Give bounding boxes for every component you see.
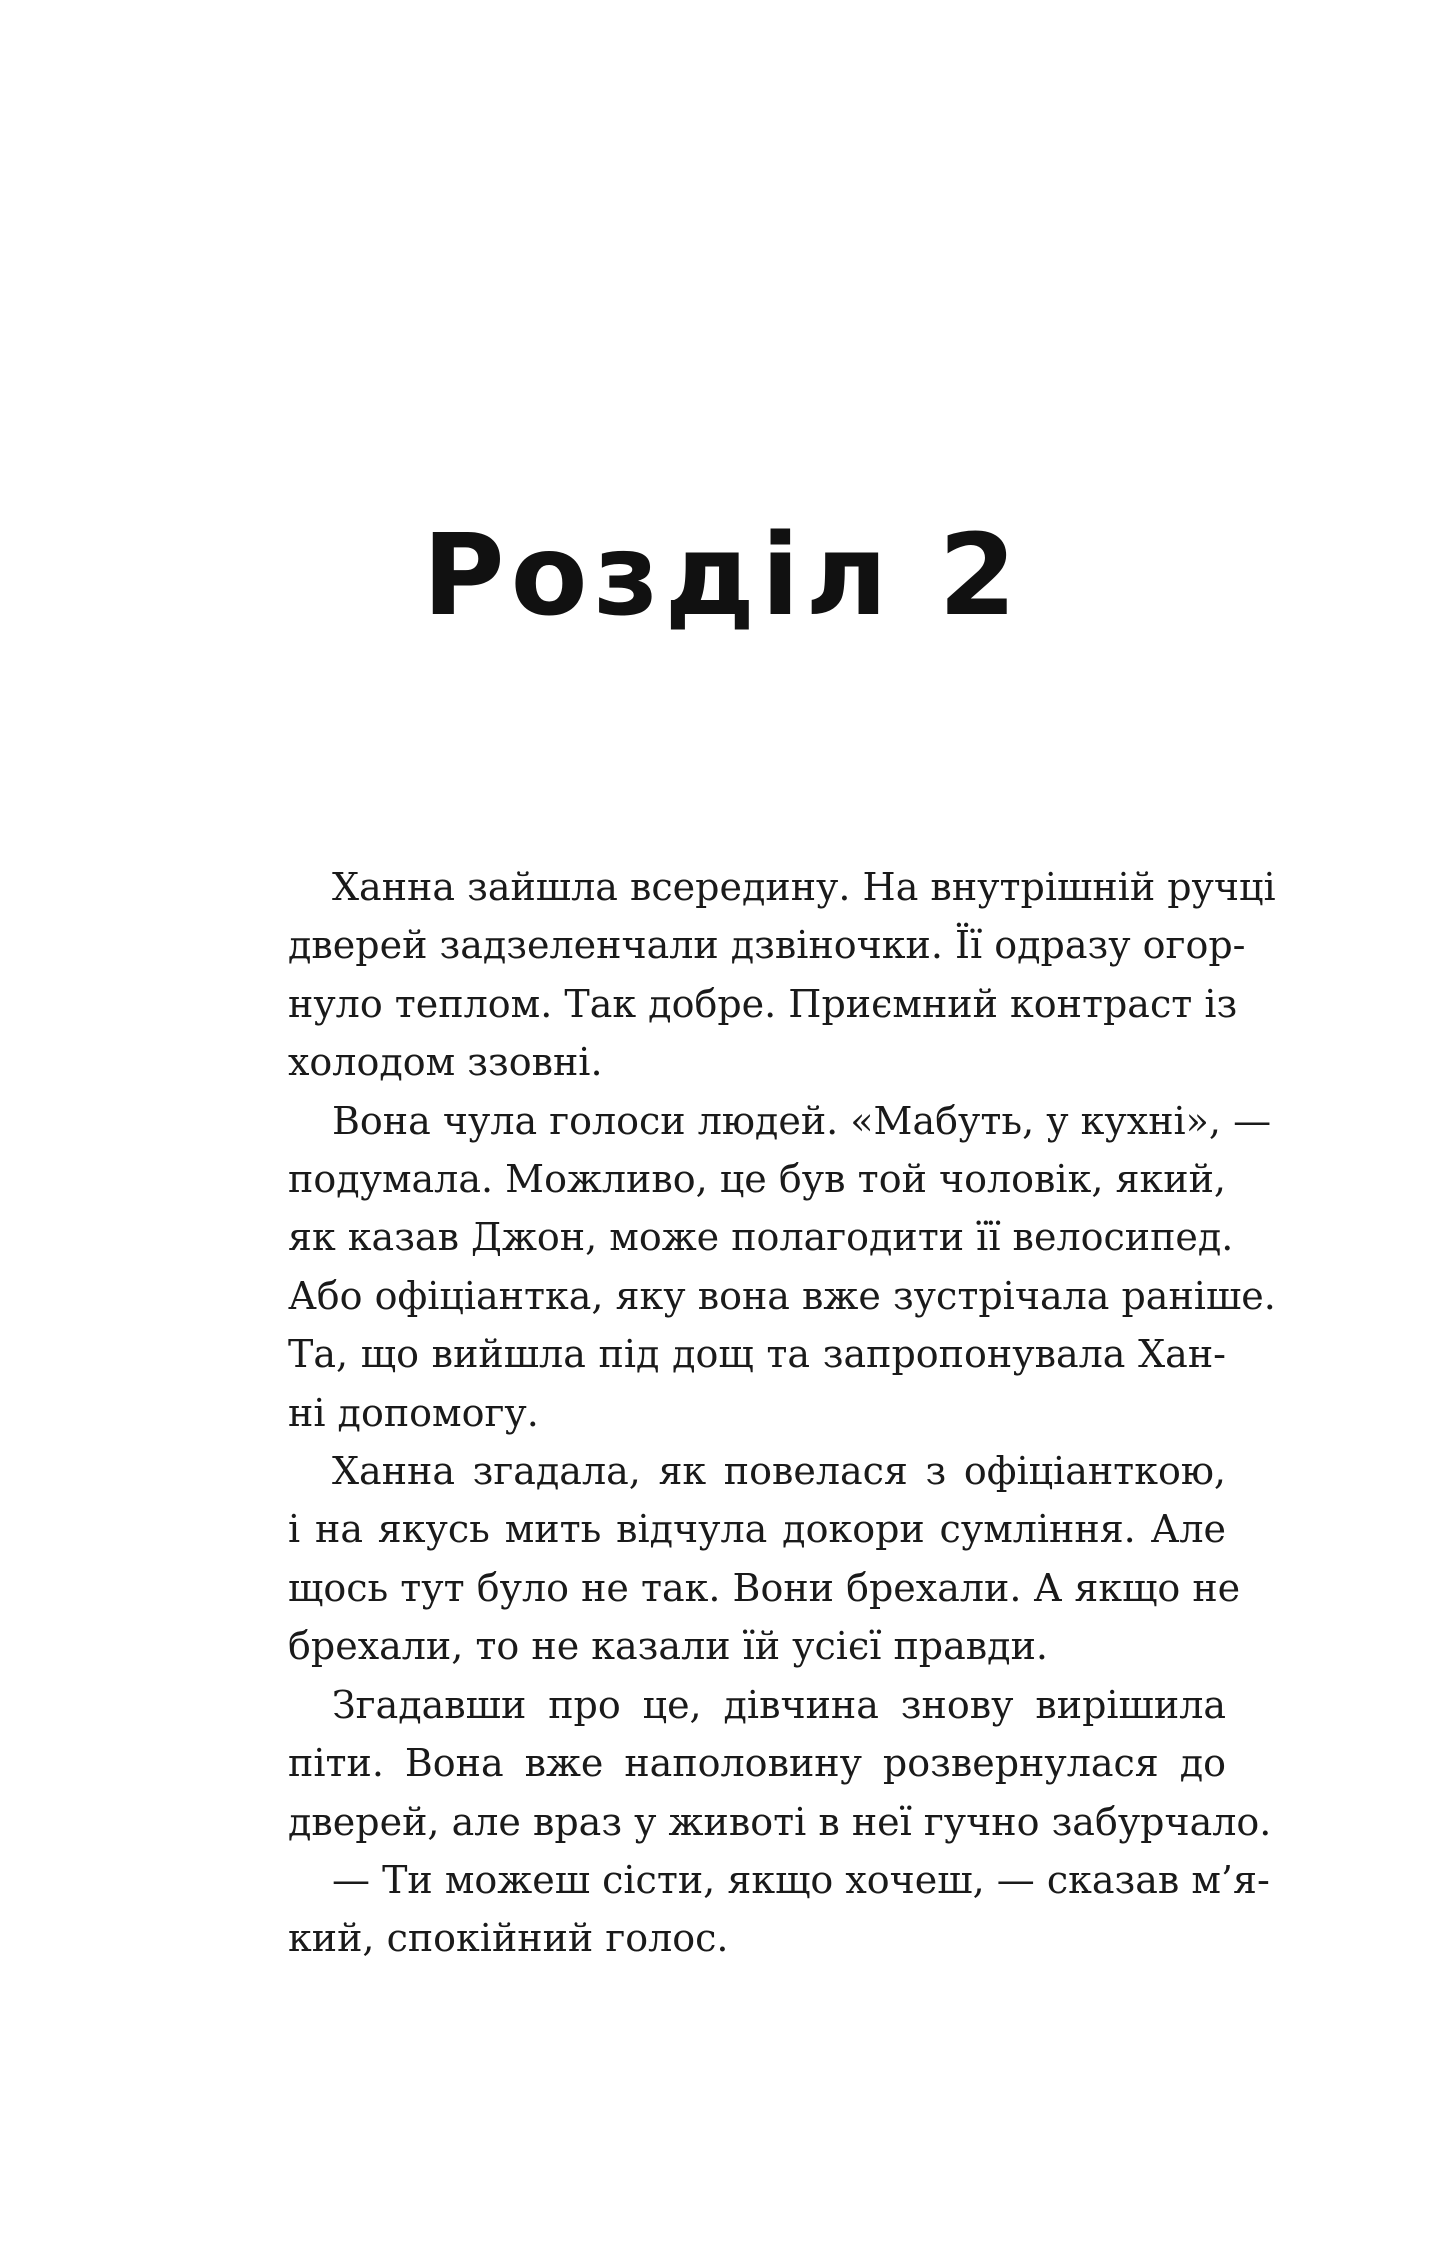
text-line: брехали, то не казали їй усієї правди. bbox=[288, 1624, 1048, 1669]
paragraph-3 bbox=[288, 1442, 1241, 1676]
chapter-title: Розділ 2 bbox=[422, 511, 1023, 641]
text-line: щось тут було не так. Вони брехали. А якщо не bbox=[288, 1565, 1241, 1610]
text-line: ні допомогу. bbox=[288, 1390, 539, 1435]
text-line: Ханна згадала, як повелася з офіціанткою, bbox=[332, 1449, 1226, 1494]
paragraph-1 bbox=[288, 858, 1276, 1092]
text-line: кий, спокійний голос. bbox=[288, 1916, 729, 1961]
text-line: дверей, але враз у животі в неї гучно забурчало. bbox=[288, 1799, 1272, 1844]
text-line: — Ти можеш сісти, якщо хочеш, — сказав м’я- bbox=[332, 1857, 1270, 1902]
text-line: як казав Джон, може полагодити її велосипед. bbox=[288, 1215, 1234, 1260]
text-line: Ханна зайшла всередину. На внутрішній ручці bbox=[332, 865, 1276, 909]
paragraph-2 bbox=[288, 1092, 1276, 1442]
chapter-body bbox=[288, 858, 1276, 1968]
text-line: дверей задзеленчали дзвіночки. Її одразу огор- bbox=[288, 923, 1246, 968]
text-line: Та, що вийшла під дощ та запропонувала Хан- bbox=[288, 1332, 1226, 1377]
text-line: Згадавши про це, дівчина знову вирішила bbox=[332, 1682, 1226, 1727]
text-line: і на якусь мить відчула докори сумління. Але bbox=[288, 1507, 1226, 1552]
text-line: Вона чула голоси людей. «Мабуть, у кухні», — bbox=[332, 1098, 1272, 1143]
text-line: нуло теплом. Так добре. Приємний контраст із bbox=[288, 981, 1238, 1026]
text-line: Або офіціантка, яку вона вже зустрічала раніше. bbox=[288, 1273, 1276, 1318]
paragraph-4 bbox=[288, 1676, 1272, 1851]
paragraph-5 bbox=[288, 1851, 1270, 1968]
text-line: подумала. Можливо, це був той чоловік, який, bbox=[288, 1157, 1226, 1202]
text-line: холодом ззовні. bbox=[288, 1040, 603, 1085]
text-line: піти. Вона вже наполовину розвернулася до bbox=[288, 1741, 1226, 1786]
